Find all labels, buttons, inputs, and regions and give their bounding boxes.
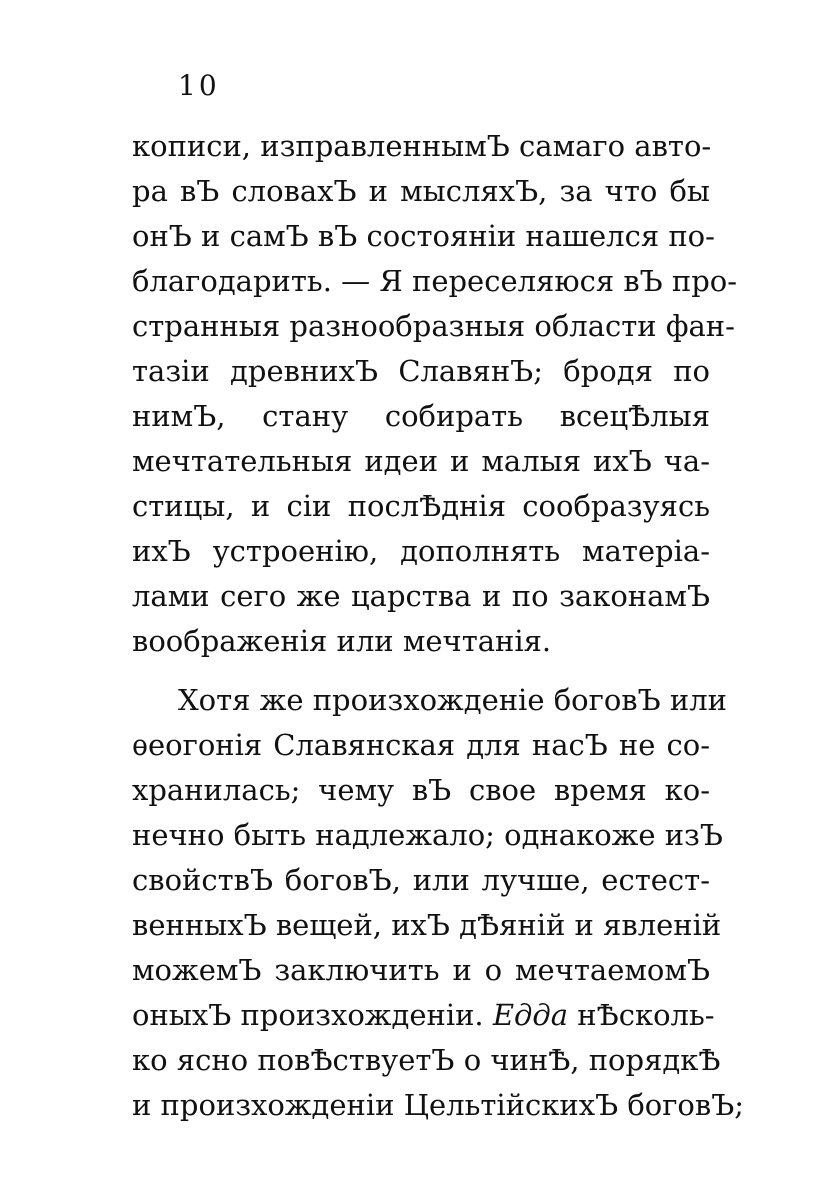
page-number: 10 [178,69,220,102]
paragraph-gap [132,664,710,678]
text-line: мечтательныя идеи и малыя ихЪ ча- [132,444,710,478]
text-line: ѳеогонiя Славянская для насЪ не со- [132,728,710,762]
italic-word: Едда [492,998,569,1032]
body-text [132,124,745,1128]
text-fragment: оныхЪ произхожденiи. [132,998,484,1032]
text-line: ихЪ устроенiю, дополнять матерiа- [132,534,710,568]
text-line: нимЪ, стану собирать всецѢлыя [132,399,710,433]
text-line: хранилась; чему вЪ свое время ко- [132,773,710,807]
text-line-with-italic [132,993,715,1038]
text-line: онЪ и самЪ вЪ состоянiи нашелся по- [132,219,715,253]
text-line: можемЪ заключить и о мечтаемомЪ [132,953,710,987]
text-line: свойствЪ боговЪ, или лучше, естест- [132,863,710,897]
text-line: нечно быть надлежало; однакоже изЪ [132,818,723,852]
text-line: воображенiя или мечтанiя. [132,624,552,658]
text-line: благодарить. — Я переселяюся вЪ про- [132,264,738,298]
text-line: лами сего же царства и по законамЪ [132,579,710,613]
text-line: тазiи древнихЪ СлавянЪ; бродя по [132,354,710,388]
paragraph-2 [132,678,745,1128]
text-line: стицы, и сiи послѢднiя сообразуясь [132,489,710,523]
text-line: и произхожденiи ЦельтiйскихЪ боговЪ; [132,1088,745,1122]
text-line: кописи, изправленнымЪ самаго авто- [132,129,712,163]
text-line: венныхЪ вещей, ихЪ дѢянiй и явленiй [132,908,722,942]
text-line: ко ясно повѢствуетЪ о чинѢ, порядкѢ [132,1043,721,1077]
text-line: Хотя же произхожденiе боговЪ или [178,683,727,717]
paragraph-1 [132,124,738,664]
text-line: странныя разнообразныя области фан- [132,309,735,343]
text-line: ра вЪ словахЪ и мысляхЪ, за что бы [132,174,710,208]
text-fragment: нѢсколь- [577,998,715,1032]
